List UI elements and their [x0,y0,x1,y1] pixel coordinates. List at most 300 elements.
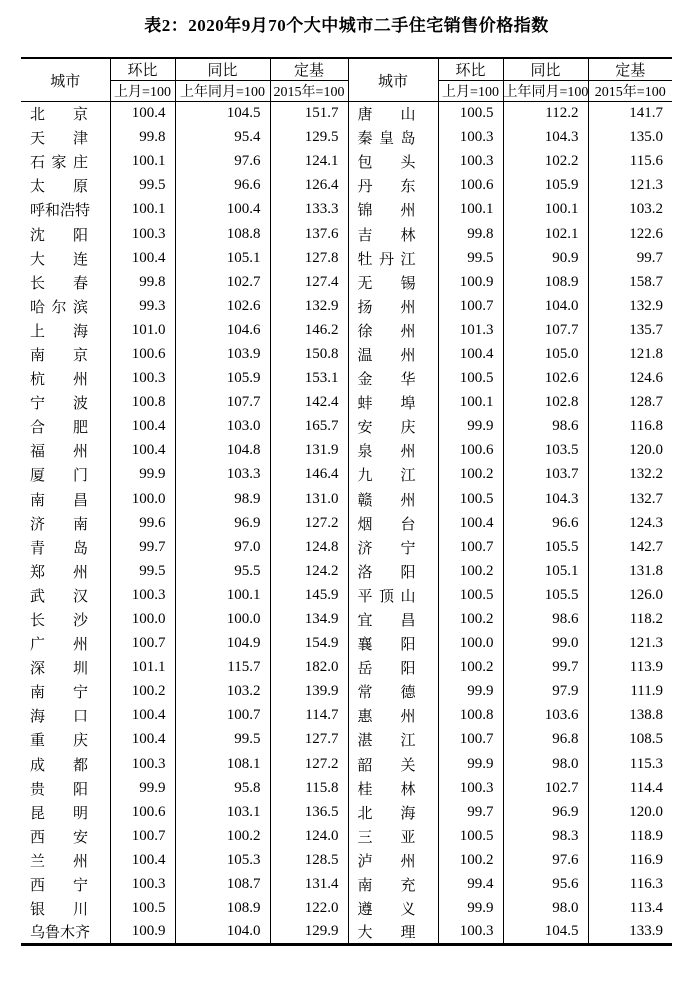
yoy-value-cell: 95.8 [175,776,270,800]
city-cell [348,150,438,174]
header-yoy-left: 同比 [175,58,270,81]
city-name: 银川 [30,902,88,919]
mom-value-cell: 100.5 [438,367,503,391]
yoy-value-cell: 104.3 [503,126,588,150]
city-name: 丹东 [357,179,416,196]
mom-value-cell: 100.0 [110,487,175,511]
yoy-value-cell: 96.6 [175,174,270,198]
mom-value-cell: 100.3 [438,921,503,945]
yoy-value-cell: 103.9 [175,342,270,366]
mom-value-cell: 101.0 [110,318,175,342]
yoy-value-cell: 115.7 [175,656,270,680]
mom-value-cell: 100.4 [110,848,175,872]
yoy-value-cell: 98.6 [503,415,588,439]
yoy-value-cell: 105.1 [175,246,270,270]
yoy-value-cell: 107.7 [175,391,270,415]
yoy-value-cell: 102.8 [503,391,588,415]
city-name: 宜昌 [357,613,416,630]
base-value-cell: 141.7 [588,102,672,126]
city-cell [21,150,110,174]
city-cell [348,656,438,680]
city-cell [21,800,110,824]
yoy-value-cell: 98.3 [503,824,588,848]
mom-value-cell: 99.9 [438,752,503,776]
yoy-value-cell: 108.9 [503,270,588,294]
mom-value-cell: 100.7 [438,294,503,318]
yoy-value-cell: 96.9 [175,511,270,535]
city-cell [348,632,438,656]
yoy-value-cell: 103.5 [503,439,588,463]
city-cell [21,463,110,487]
city-name: 秦皇岛 [357,131,416,148]
table-row [21,318,672,342]
mom-value-cell: 100.5 [438,824,503,848]
city-cell [21,342,110,366]
base-value-cell: 128.5 [270,848,348,872]
yoy-value-cell: 96.8 [503,728,588,752]
yoy-value-cell: 104.0 [503,294,588,318]
header-fixed-right: 定基 [588,58,672,81]
yoy-value-cell: 107.7 [503,318,588,342]
base-value-cell: 124.3 [588,511,672,535]
mom-value-cell: 100.5 [438,102,503,126]
base-value-cell: 126.4 [270,174,348,198]
table-row [21,704,672,728]
table-row [21,776,672,800]
mom-value-cell: 99.7 [110,535,175,559]
city-cell [348,294,438,318]
header-mom-left: 环比 [110,58,175,81]
mom-value-cell: 100.6 [110,342,175,366]
city-name: 蚌埠 [357,396,416,413]
city-cell [348,511,438,535]
base-value-cell: 114.7 [270,704,348,728]
mom-value-cell: 99.5 [110,559,175,583]
base-value-cell: 142.7 [588,535,672,559]
mom-value-cell: 100.2 [438,463,503,487]
yoy-value-cell: 100.4 [175,198,270,222]
mom-value-cell: 101.3 [438,318,503,342]
header-mom-right: 环比 [438,58,503,81]
table-row [21,487,672,511]
table-row [21,126,672,150]
city-cell [21,559,110,583]
mom-value-cell: 100.3 [110,367,175,391]
mom-value-cell: 100.3 [438,150,503,174]
mom-value-cell: 100.4 [110,102,175,126]
base-value-cell: 135.7 [588,318,672,342]
city-name: 赣州 [357,492,416,509]
base-value-cell: 115.3 [588,752,672,776]
base-value-cell: 124.1 [270,150,348,174]
mom-value-cell: 100.9 [110,921,175,945]
table-row [21,873,672,897]
city-name: 天津 [30,131,88,148]
mom-value-cell: 100.7 [110,824,175,848]
yoy-value-cell: 97.6 [503,848,588,872]
base-value-cell: 127.2 [270,511,348,535]
city-cell [21,126,110,150]
city-cell [21,704,110,728]
city-name: 韶关 [357,757,416,774]
yoy-value-cell: 99.7 [503,656,588,680]
mom-value-cell: 100.4 [438,342,503,366]
table-title: 表2：2020年9月70个大中城市二手住宅销售价格指数 [144,16,549,35]
yoy-value-cell: 102.7 [503,776,588,800]
city-name: 唐山 [357,107,416,124]
header-city-right: 城市 [348,58,438,102]
mom-value-cell: 100.6 [438,174,503,198]
city-cell [21,198,110,222]
city-name: 成都 [30,757,88,774]
mom-value-cell: 100.5 [438,487,503,511]
yoy-value-cell: 98.6 [503,607,588,631]
base-value-cell: 150.8 [270,342,348,366]
city-name: 平顶山 [357,588,416,605]
city-cell [21,487,110,511]
yoy-value-cell: 98.0 [503,752,588,776]
city-name: 沈阳 [30,227,88,244]
city-cell [348,463,438,487]
city-cell [21,607,110,631]
table-row [21,921,672,945]
city-name: 九江 [357,468,416,485]
base-value-cell: 131.0 [270,487,348,511]
city-cell [348,222,438,246]
city-cell [21,824,110,848]
table-row [21,752,672,776]
table-row [21,848,672,872]
base-value-cell: 124.8 [270,535,348,559]
mom-value-cell: 99.9 [110,776,175,800]
city-name: 湛江 [357,733,416,750]
city-cell [348,704,438,728]
city-name: 大连 [30,251,88,268]
city-name: 南充 [357,878,416,895]
city-cell [21,680,110,704]
base-value-cell: 114.4 [588,776,672,800]
yoy-value-cell: 108.9 [175,897,270,921]
mom-value-cell: 100.5 [110,897,175,921]
table-row [21,511,672,535]
mom-value-cell: 100.2 [438,559,503,583]
city-name: 常德 [357,685,416,702]
mom-value-cell: 100.2 [438,656,503,680]
header-yoy-right: 同比 [503,58,588,81]
mom-value-cell: 99.4 [438,873,503,897]
header-row-main [21,58,672,81]
yoy-value-cell: 108.1 [175,752,270,776]
city-cell [21,174,110,198]
base-value-cell: 142.4 [270,391,348,415]
header-fixed-left: 定基 [270,58,348,81]
city-name: 武汉 [30,588,88,605]
mom-value-cell: 100.4 [110,439,175,463]
base-value-cell: 182.0 [270,656,348,680]
city-name: 青岛 [30,540,88,557]
base-value-cell: 135.0 [588,126,672,150]
table-row [21,270,672,294]
base-value-cell: 146.4 [270,463,348,487]
yoy-value-cell: 99.5 [175,728,270,752]
city-cell [348,752,438,776]
table-row [21,102,672,126]
mom-value-cell: 100.7 [438,535,503,559]
yoy-value-cell: 97.6 [175,150,270,174]
base-value-cell: 127.4 [270,270,348,294]
yoy-value-cell: 105.3 [175,848,270,872]
mom-value-cell: 100.3 [110,583,175,607]
base-value-cell: 153.1 [270,367,348,391]
base-value-cell: 131.8 [588,559,672,583]
city-name: 南京 [30,347,88,364]
city-cell [348,535,438,559]
city-cell [21,415,110,439]
base-value-cell: 124.0 [270,824,348,848]
city-name: 厦门 [30,468,88,485]
city-name: 济宁 [357,540,416,557]
city-name: 南昌 [30,492,88,509]
mom-value-cell: 100.2 [110,680,175,704]
city-name: 北京 [30,107,88,124]
city-name: 哈尔滨 [30,299,88,316]
mom-value-cell: 100.4 [110,415,175,439]
city-name: 温州 [357,347,416,364]
city-cell [348,318,438,342]
city-name: 深圳 [30,661,88,678]
city-cell [348,848,438,872]
city-cell [21,102,110,126]
city-cell [21,294,110,318]
mom-value-cell: 100.3 [110,222,175,246]
table-row [21,680,672,704]
mom-value-cell: 100.0 [438,632,503,656]
header-mom-base-right: 上月=100 [438,81,503,102]
base-value-cell: 151.7 [270,102,348,126]
city-name: 无锡 [357,275,416,292]
table-row [21,800,672,824]
table-row [21,415,672,439]
header-city-left: 城市 [21,58,110,102]
yoy-value-cell: 105.9 [175,367,270,391]
city-name: 襄阳 [357,637,416,654]
city-name: 石家庄 [30,155,88,172]
city-cell [348,415,438,439]
table-row [21,728,672,752]
city-name: 北海 [357,805,416,822]
yoy-value-cell: 103.2 [175,680,270,704]
yoy-value-cell: 95.4 [175,126,270,150]
base-value-cell: 111.9 [588,680,672,704]
base-value-cell: 121.8 [588,342,672,366]
city-cell [21,632,110,656]
city-cell [348,439,438,463]
city-name: 安庆 [357,420,416,437]
city-cell [348,897,438,921]
header-row-base [21,81,672,102]
yoy-value-cell: 98.0 [503,897,588,921]
base-value-cell: 121.3 [588,174,672,198]
table-row [21,174,672,198]
yoy-value-cell: 90.9 [503,246,588,270]
city-cell [348,198,438,222]
city-cell [348,367,438,391]
base-value-cell: 126.0 [588,583,672,607]
city-cell [21,848,110,872]
yoy-value-cell: 100.1 [175,583,270,607]
base-value-cell: 115.6 [588,150,672,174]
city-cell [348,680,438,704]
city-cell [348,824,438,848]
mom-value-cell: 99.9 [438,680,503,704]
base-value-cell: 128.7 [588,391,672,415]
base-value-cell: 120.0 [588,439,672,463]
table-row [21,367,672,391]
city-name: 宁波 [30,396,88,413]
mom-value-cell: 100.4 [110,704,175,728]
yoy-value-cell: 103.0 [175,415,270,439]
mom-value-cell: 99.3 [110,294,175,318]
city-cell [348,246,438,270]
yoy-value-cell: 95.6 [503,873,588,897]
city-cell [348,583,438,607]
yoy-value-cell: 105.0 [503,342,588,366]
yoy-value-cell: 96.6 [503,511,588,535]
city-cell [348,126,438,150]
city-name: 岳阳 [357,661,416,678]
base-value-cell: 136.5 [270,800,348,824]
city-cell [21,367,110,391]
table-row [21,824,672,848]
base-value-cell: 154.9 [270,632,348,656]
base-value-cell: 127.7 [270,728,348,752]
table-row [21,897,672,921]
base-value-cell: 113.9 [588,656,672,680]
mom-value-cell: 100.2 [438,607,503,631]
table-row [21,198,672,222]
city-cell [348,174,438,198]
base-value-cell: 133.9 [588,921,672,945]
city-name: 泉州 [357,444,416,461]
mom-value-cell: 99.8 [110,126,175,150]
table-header [21,58,672,102]
city-name: 贵阳 [30,781,88,798]
city-cell [21,656,110,680]
base-value-cell: 132.9 [270,294,348,318]
city-name: 金华 [357,372,416,389]
base-value-cell: 165.7 [270,415,348,439]
mom-value-cell: 99.6 [110,511,175,535]
yoy-value-cell: 104.3 [503,487,588,511]
city-name: 杭州 [30,372,88,389]
city-name: 兰州 [30,853,88,870]
table-row [21,222,672,246]
mom-value-cell: 99.5 [110,174,175,198]
yoy-value-cell: 100.1 [503,198,588,222]
city-cell [348,728,438,752]
yoy-value-cell: 108.8 [175,222,270,246]
mom-value-cell: 100.4 [110,728,175,752]
yoy-value-cell: 105.5 [503,583,588,607]
yoy-value-cell: 100.0 [175,607,270,631]
yoy-value-cell: 100.2 [175,824,270,848]
city-cell [348,487,438,511]
base-value-cell: 129.9 [270,921,348,945]
base-value-cell: 127.8 [270,246,348,270]
city-name: 合肥 [30,420,88,437]
base-value-cell: 138.8 [588,704,672,728]
table-row [21,632,672,656]
city-name: 徐州 [357,323,416,340]
mom-value-cell: 100.0 [110,607,175,631]
mom-value-cell: 101.1 [110,656,175,680]
city-cell [21,728,110,752]
base-value-cell: 133.3 [270,198,348,222]
mom-value-cell: 100.4 [438,511,503,535]
city-name: 遵义 [357,902,416,919]
city-cell [21,535,110,559]
yoy-value-cell: 103.7 [503,463,588,487]
city-cell [348,921,438,945]
city-name: 南宁 [30,685,88,702]
yoy-value-cell: 104.0 [175,921,270,945]
mom-value-cell: 100.3 [110,873,175,897]
base-value-cell: 121.3 [588,632,672,656]
yoy-value-cell: 98.9 [175,487,270,511]
base-value-cell: 137.6 [270,222,348,246]
city-cell [21,222,110,246]
city-cell [348,776,438,800]
city-name: 三亚 [357,829,416,846]
base-value-cell: 122.0 [270,897,348,921]
table-row [21,294,672,318]
yoy-value-cell: 108.7 [175,873,270,897]
yoy-value-cell: 105.1 [503,559,588,583]
base-value-cell: 115.8 [270,776,348,800]
yoy-value-cell: 102.2 [503,150,588,174]
table-row [21,150,672,174]
base-value-cell: 124.2 [270,559,348,583]
city-cell [348,559,438,583]
base-value-cell: 122.6 [588,222,672,246]
city-cell [348,270,438,294]
city-name: 泸州 [357,853,416,870]
mom-value-cell: 99.8 [438,222,503,246]
base-value-cell: 131.4 [270,873,348,897]
city-cell [348,800,438,824]
table-row [21,535,672,559]
base-value-cell: 116.9 [588,848,672,872]
yoy-value-cell: 96.9 [503,800,588,824]
base-value-cell: 118.9 [588,824,672,848]
city-cell [21,246,110,270]
price-index-table [21,57,672,946]
city-name: 大理 [357,925,416,942]
base-value-cell: 116.3 [588,873,672,897]
table-row [21,656,672,680]
base-value-cell: 145.9 [270,583,348,607]
yoy-value-cell: 103.1 [175,800,270,824]
table-row [21,342,672,366]
table-row [21,246,672,270]
city-cell [21,511,110,535]
header-yoy-base-right: 上年同月=100 [503,81,588,102]
base-value-cell: 132.7 [588,487,672,511]
mom-value-cell: 100.1 [438,391,503,415]
city-cell [21,776,110,800]
mom-value-cell: 99.7 [438,800,503,824]
base-value-cell: 99.7 [588,246,672,270]
